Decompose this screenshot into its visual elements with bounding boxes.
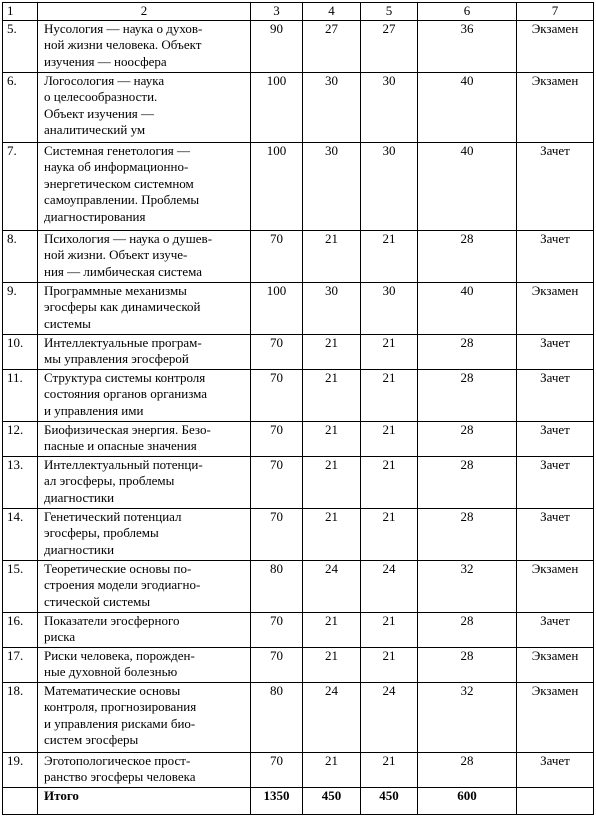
discipline-title-line: самоуправлении. Проблемы xyxy=(44,192,200,207)
hours-c5: 30 xyxy=(361,72,418,142)
discipline-title-line: эгосферы, проблемы xyxy=(44,525,159,540)
row-number: 15. xyxy=(3,560,38,612)
hours-c6: 32 xyxy=(418,682,517,752)
hours-c3: 70 xyxy=(251,369,303,421)
hours-c3: 70 xyxy=(251,334,303,369)
control-form: Экзамен xyxy=(517,282,594,334)
row-number: 9. xyxy=(3,282,38,334)
hours-c6: 28 xyxy=(418,647,517,682)
discipline-title-line: ной жизни человека. Объект xyxy=(44,37,202,52)
hours-c6: 32 xyxy=(418,560,517,612)
discipline-title-line: пасные и опасные значения xyxy=(44,438,197,453)
discipline-title-line: энергетическом системном xyxy=(44,175,194,191)
discipline-title-line: ния — лимбическая система xyxy=(44,263,203,279)
discipline-title-line: эгосферы как динамической xyxy=(44,299,201,314)
control-form: Зачет xyxy=(517,334,594,369)
discipline-title-line: Эготопологическое прост- xyxy=(44,752,191,768)
row-number: 17. xyxy=(3,647,38,682)
hours-c6: 28 xyxy=(418,508,517,560)
row-number: 16. xyxy=(3,612,38,647)
discipline-title-line: Интеллектуальные програм- xyxy=(44,334,202,350)
hours-c3: 70 xyxy=(251,612,303,647)
hours-c3: 70 xyxy=(251,421,303,456)
discipline-title-line: о целесообразности. xyxy=(44,89,158,104)
hours-c4: 21 xyxy=(303,369,361,421)
discipline-title-line: Объект изучения — xyxy=(44,105,155,121)
hours-c4: 24 xyxy=(303,682,361,752)
hours-c6: 28 xyxy=(418,612,517,647)
total-c3: 1350 xyxy=(251,787,303,814)
hours-c4: 21 xyxy=(303,612,361,647)
hours-c5: 21 xyxy=(361,612,418,647)
hours-c4: 21 xyxy=(303,334,361,369)
discipline-title-line: Теоретические основы по- xyxy=(44,560,192,576)
control-form: Экзамен xyxy=(517,20,594,72)
header-cell-7: 7 xyxy=(517,3,594,21)
discipline-title-line: диагностики xyxy=(44,541,115,557)
hours-c6: 40 xyxy=(418,282,517,334)
control-form: Экзамен xyxy=(517,647,594,682)
hours-c5: 30 xyxy=(361,142,418,230)
discipline-title-line: Структура системы контроля xyxy=(44,369,206,385)
hours-c5: 24 xyxy=(361,560,418,612)
hours-c3: 70 xyxy=(251,508,303,560)
discipline-title xyxy=(38,456,251,508)
discipline-title xyxy=(38,508,251,560)
hours-c4: 30 xyxy=(303,72,361,142)
total-c6: 600 xyxy=(418,787,517,814)
discipline-title-line: мы управления эгосферой xyxy=(44,351,189,366)
control-form: Зачет xyxy=(517,230,594,282)
hours-c4: 30 xyxy=(303,142,361,230)
hours-c6: 28 xyxy=(418,230,517,282)
discipline-title-line: ранство эгосферы человека xyxy=(44,769,196,784)
table-row xyxy=(3,282,594,334)
hours-c4: 24 xyxy=(303,560,361,612)
discipline-title-line: Генетический потенциал xyxy=(44,508,182,524)
discipline-title-line: ные духовной болезнью xyxy=(44,664,178,679)
hours-c6: 36 xyxy=(418,20,517,72)
control-form: Экзамен xyxy=(517,560,594,612)
hours-c5: 21 xyxy=(361,230,418,282)
table-row xyxy=(3,682,594,752)
header-cell-1: 1 xyxy=(3,3,38,21)
hours-c5: 21 xyxy=(361,421,418,456)
header-cell-2: 2 xyxy=(38,3,251,21)
discipline-title-line: риска xyxy=(44,629,76,644)
row-number: 13. xyxy=(3,456,38,508)
hours-c5: 24 xyxy=(361,682,418,752)
hours-c5: 21 xyxy=(361,508,418,560)
discipline-title-line: состояния органов организма xyxy=(44,386,208,401)
hours-c3: 90 xyxy=(251,20,303,72)
hours-c5: 27 xyxy=(361,20,418,72)
hours-c4: 21 xyxy=(303,230,361,282)
total-empty-cell xyxy=(3,787,38,814)
row-number: 10. xyxy=(3,334,38,369)
discipline-title-line: Биофизическая энергия. Безо- xyxy=(44,421,211,437)
hours-c3: 70 xyxy=(251,230,303,282)
hours-c6: 28 xyxy=(418,334,517,369)
total-control-cell xyxy=(517,787,594,814)
row-number: 18. xyxy=(3,682,38,752)
hours-c3: 80 xyxy=(251,560,303,612)
discipline-title-line: стической системы xyxy=(44,593,151,609)
discipline-title-line: Показатели эгосферного xyxy=(44,612,180,628)
hours-c3: 100 xyxy=(251,72,303,142)
control-form: Зачет xyxy=(517,752,594,787)
row-number: 5. xyxy=(3,20,38,72)
discipline-title-line: и управления ими xyxy=(44,402,144,418)
hours-c5: 21 xyxy=(361,752,418,787)
row-number: 19. xyxy=(3,752,38,787)
table-row xyxy=(3,334,594,369)
row-number: 8. xyxy=(3,230,38,282)
total-c5: 450 xyxy=(361,787,418,814)
discipline-title-line: систем эгосферы xyxy=(44,732,139,747)
control-form: Зачет xyxy=(517,369,594,421)
discipline-title xyxy=(38,421,251,456)
header-cell-5: 5 xyxy=(361,3,418,21)
hours-c5: 21 xyxy=(361,456,418,508)
discipline-title xyxy=(38,647,251,682)
discipline-title-line: аналитический ум xyxy=(44,122,146,137)
hours-c3: 80 xyxy=(251,682,303,752)
discipline-title-line: наука об информационно- xyxy=(44,159,189,174)
row-number: 14. xyxy=(3,508,38,560)
discipline-title-line: Психология — наука о душев- xyxy=(44,230,213,246)
table-body xyxy=(3,3,594,815)
hours-c6: 40 xyxy=(418,142,517,230)
total-label: Итого xyxy=(38,787,251,814)
discipline-title-line: Системная генетология — xyxy=(44,142,191,158)
hours-c6: 28 xyxy=(418,456,517,508)
control-form: Зачет xyxy=(517,508,594,560)
table-row xyxy=(3,456,594,508)
hours-c4: 30 xyxy=(303,282,361,334)
control-form: Экзамен xyxy=(517,72,594,142)
discipline-title xyxy=(38,230,251,282)
row-number: 11. xyxy=(3,369,38,421)
table-row xyxy=(3,647,594,682)
hours-c3: 100 xyxy=(251,142,303,230)
hours-c3: 70 xyxy=(251,752,303,787)
hours-c4: 27 xyxy=(303,20,361,72)
discipline-title-line: ной жизни. Объект изуче- xyxy=(44,247,188,262)
hours-c4: 21 xyxy=(303,508,361,560)
discipline-title-line: Математические основы xyxy=(44,682,181,698)
discipline-title-line: Логосология — наука xyxy=(44,72,165,88)
hours-c4: 21 xyxy=(303,421,361,456)
table-row xyxy=(3,369,594,421)
control-form: Экзамен xyxy=(517,682,594,752)
table-header-row xyxy=(3,3,594,21)
control-form: Зачет xyxy=(517,612,594,647)
discipline-title xyxy=(38,72,251,142)
hours-c5: 21 xyxy=(361,334,418,369)
discipline-title xyxy=(38,334,251,369)
curriculum-table xyxy=(2,2,594,815)
header-cell-6: 6 xyxy=(418,3,517,21)
table-row xyxy=(3,142,594,230)
discipline-title xyxy=(38,20,251,72)
hours-c3: 100 xyxy=(251,282,303,334)
discipline-title-line: и управления рисками био- xyxy=(44,715,196,731)
header-cell-3: 3 xyxy=(251,3,303,21)
hours-c5: 21 xyxy=(361,369,418,421)
hours-c4: 21 xyxy=(303,647,361,682)
table-row xyxy=(3,560,594,612)
discipline-title-line: Нусология — наука о духов- xyxy=(44,20,203,36)
header-cell-4: 4 xyxy=(303,3,361,21)
row-number: 7. xyxy=(3,142,38,230)
hours-c6: 28 xyxy=(418,369,517,421)
discipline-title-line: контроля, прогнозирования xyxy=(44,699,197,714)
hours-c3: 70 xyxy=(251,647,303,682)
hours-c6: 28 xyxy=(418,752,517,787)
discipline-title xyxy=(38,752,251,787)
table-row xyxy=(3,421,594,456)
table-row xyxy=(3,230,594,282)
hours-c5: 30 xyxy=(361,282,418,334)
discipline-title-line: Программные механизмы xyxy=(44,282,187,298)
discipline-title xyxy=(38,282,251,334)
total-c4: 450 xyxy=(303,787,361,814)
hours-c6: 40 xyxy=(418,72,517,142)
hours-c5: 21 xyxy=(361,647,418,682)
row-number: 12. xyxy=(3,421,38,456)
hours-c4: 21 xyxy=(303,456,361,508)
discipline-title-line: Риски человека, порожден- xyxy=(44,647,195,663)
table-row xyxy=(3,20,594,72)
discipline-title-line: системы xyxy=(44,315,91,331)
hours-c3: 70 xyxy=(251,456,303,508)
control-form: Зачет xyxy=(517,421,594,456)
control-form: Зачет xyxy=(517,456,594,508)
discipline-title xyxy=(38,682,251,752)
discipline-title xyxy=(38,612,251,647)
hours-c6: 28 xyxy=(418,421,517,456)
control-form: Зачет xyxy=(517,142,594,230)
discipline-title-line: диагностирования xyxy=(44,208,146,224)
table-row xyxy=(3,752,594,787)
table-row xyxy=(3,508,594,560)
hours-c4: 21 xyxy=(303,752,361,787)
discipline-title-line: строения модели эгодиагно- xyxy=(44,577,201,592)
discipline-title-line: ал эгосферы, проблемы xyxy=(44,473,175,488)
table-row xyxy=(3,72,594,142)
table-row xyxy=(3,612,594,647)
discipline-title xyxy=(38,560,251,612)
discipline-title xyxy=(38,369,251,421)
discipline-title xyxy=(38,142,251,230)
total-row xyxy=(3,787,594,814)
row-number: 6. xyxy=(3,72,38,142)
discipline-title-line: Интеллектуальный потенци- xyxy=(44,456,203,472)
discipline-title-line: изучения — ноосфера xyxy=(44,53,167,69)
discipline-title-line: диагностики xyxy=(44,489,115,505)
